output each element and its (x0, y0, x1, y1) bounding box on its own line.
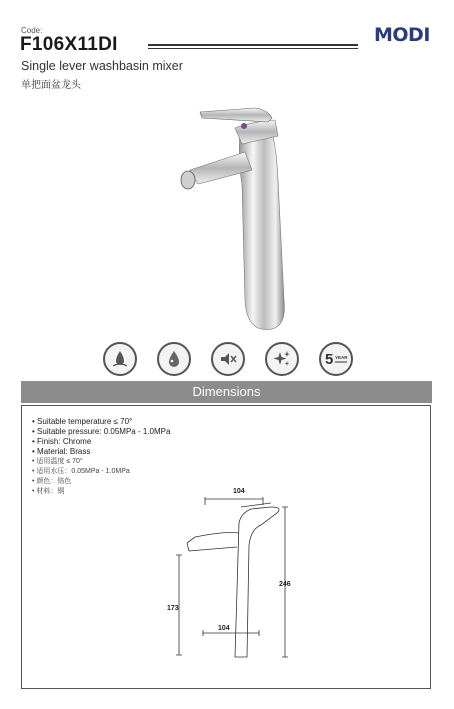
spec-item-cn: • 适用温度 ≤ 70° (32, 457, 170, 467)
section-banner: Dimensions (21, 381, 432, 403)
water-drop-icon (157, 342, 191, 376)
warranty-word: YEAR (335, 355, 348, 360)
brand-logo: MODI (374, 24, 430, 46)
sparkle-clean-icon (265, 342, 299, 376)
feature-icons (103, 342, 353, 380)
spec-item-cn: • 材料：铜 (32, 487, 170, 497)
dimension-drawing (165, 485, 305, 665)
spec-item: • Finish: Chrome (32, 437, 170, 447)
dim-bottom-width: 104 (218, 625, 230, 632)
spec-item: • Suitable temperature ≤ 70° (32, 417, 170, 427)
dim-top-width: 104 (233, 488, 245, 495)
faucet-image (160, 100, 310, 340)
spec-item: • Material: Brass (32, 447, 170, 457)
spec-item: • Suitable pressure: 0.05MPa - 1.0MPa (32, 427, 170, 437)
five-year-warranty-icon (319, 342, 353, 376)
water-saving-icon (103, 342, 137, 376)
title-rule-thin (148, 48, 358, 49)
mute-icon (211, 342, 245, 376)
spec-item-cn: • 颜色：铬色 (32, 477, 170, 487)
dim-total-height: 246 (279, 581, 291, 588)
dim-spout-height: 173 (167, 605, 179, 612)
spec-item-cn: • 适用水压：0.05MPa - 1.0MPa (32, 467, 170, 477)
spec-list (32, 417, 170, 497)
title-rule (148, 44, 358, 46)
product-code: F106X11DI (20, 34, 118, 55)
code-label: Code: (21, 26, 43, 35)
warranty-years: 5 (325, 351, 334, 368)
product-title-cn: 单把面盆龙头 (21, 80, 81, 91)
product-title-en: Single lever washbasin mixer (21, 59, 183, 73)
